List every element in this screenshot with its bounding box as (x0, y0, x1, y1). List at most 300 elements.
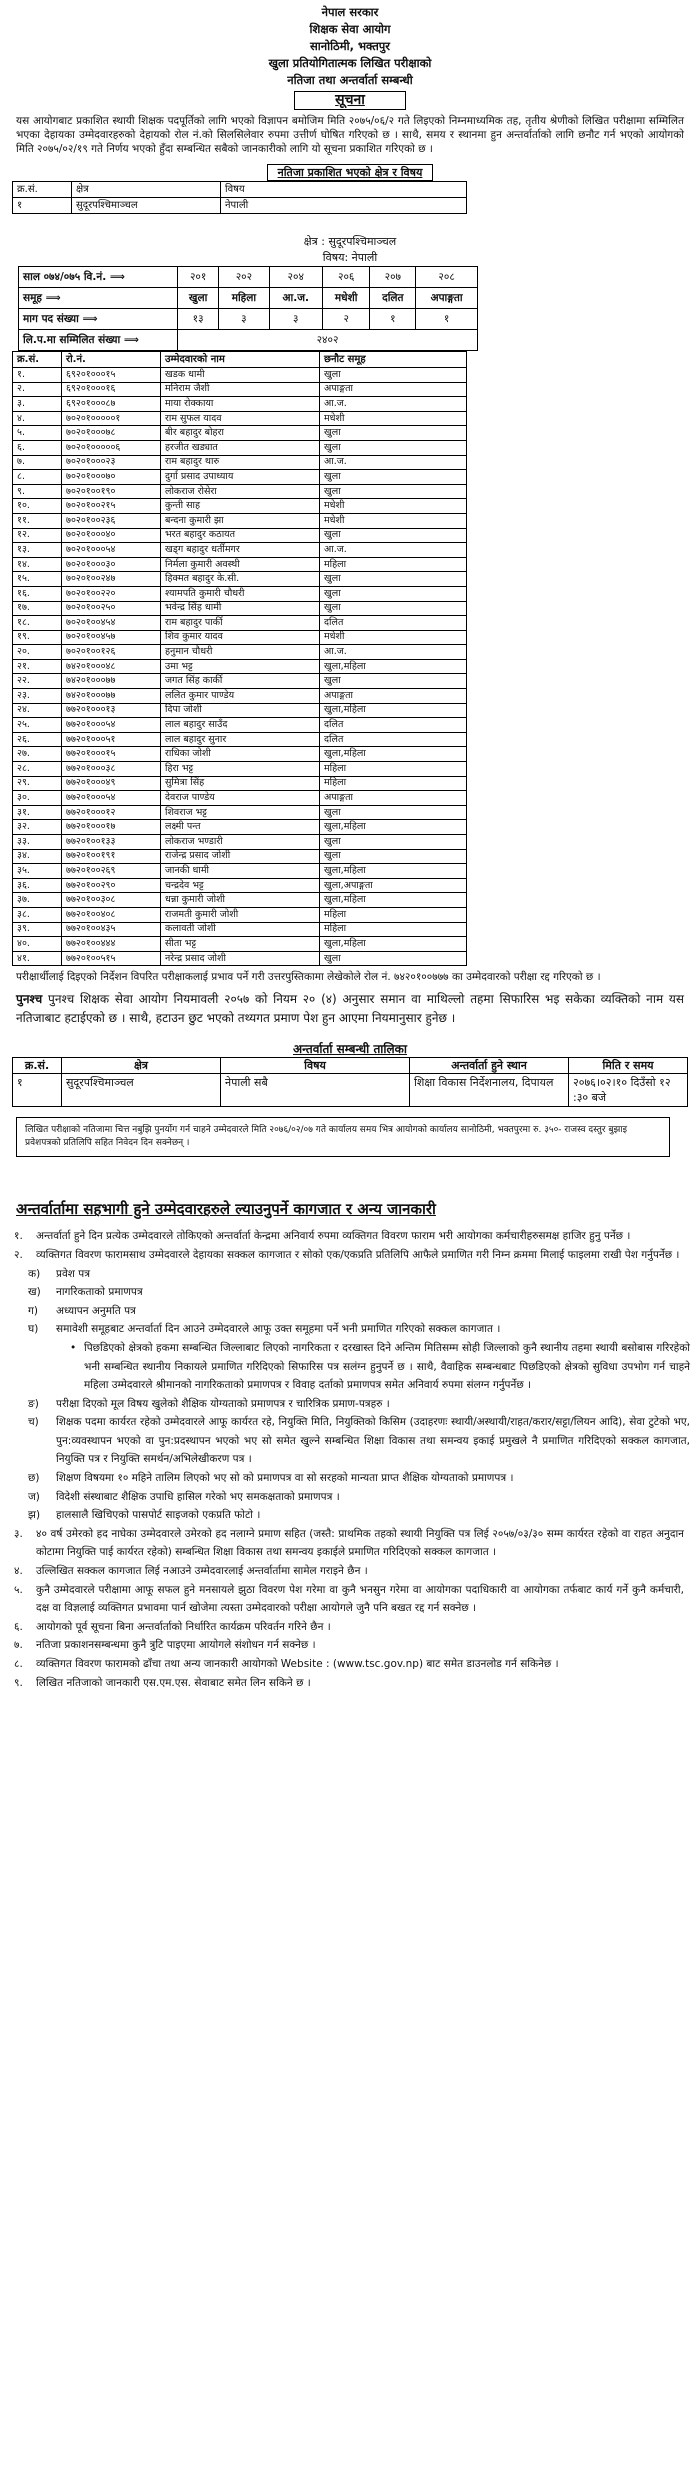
results-header-roll: रो.नं. (62, 352, 161, 368)
result-candidate-name: बन्दना कुमारी झा (161, 513, 320, 528)
result-group: मधेशी (320, 630, 467, 645)
results-header-sn: क्र.सं. (13, 352, 62, 368)
interview-header: विषय (221, 1058, 410, 1074)
table-row (13, 368, 467, 383)
result-roll-no: ७०२०१०००००१ (62, 411, 161, 426)
table-row (13, 411, 467, 426)
header-line-address: सानोठिमी, भक्तपुर (309, 39, 391, 53)
table-row (13, 674, 467, 689)
quota-code: २०७ (370, 267, 416, 288)
result-roll-no: ७०२०१००१२६ (62, 645, 161, 660)
result-candidate-name: खड्ग बहादुर धर्तीमगर (161, 543, 320, 558)
list-item (10, 1413, 690, 1469)
item-number: ङ) (28, 1397, 39, 1410)
item-number: च) (28, 1416, 39, 1429)
result-group: खुला (320, 835, 467, 850)
interview-header: मिति र समय (569, 1058, 688, 1074)
result-candidate-name: शिवराज भट्ट (161, 805, 320, 820)
result-sn: ३. (13, 397, 62, 412)
result-candidate-name: मनिराम जैशी (161, 382, 320, 397)
item-number: ८. (14, 1658, 23, 1670)
result-sn: २९. (13, 776, 62, 791)
result-roll-no: ७०२०१००२४७ (62, 572, 161, 587)
table-row (13, 849, 467, 864)
result-candidate-name: जानकी धामी (161, 864, 320, 879)
interview-table-title: अन्तर्वार्ता सम्बन्धी तालिका (293, 1042, 407, 1057)
quota-group: खुला (178, 288, 219, 309)
result-sn: २३. (13, 689, 62, 704)
result-sn: १४. (13, 557, 62, 572)
province-table (12, 181, 467, 214)
item-text: व्यक्तिगत विवरण फारामसाथ उम्मेदवारले देहायका सक्कल कागजात र सोको एक/एकप्रति प्रतिलिपि आफैले प्रमाणित गरी निम्न क्रममा मिलाई फाइलमा राखी पेश गर्नुपर्नेछ । (36, 1248, 680, 1261)
result-candidate-name: सुमित्रा सिंह (161, 776, 320, 791)
result-candidate-name: राजेन्द्र प्रसाद जोशी (161, 849, 320, 864)
result-candidate-name: दुर्गा प्रसाद उपाध्याय (161, 470, 320, 485)
result-roll-no: ७०२०१००२३६ (62, 513, 161, 528)
item-number: ख) (28, 1286, 41, 1299)
table-row (13, 703, 467, 718)
result-candidate-name: राजमती कुमारी जोशी (161, 907, 320, 922)
result-roll-no: ७०२०१००४५७ (62, 630, 161, 645)
result-sn: ३७. (13, 893, 62, 908)
table-row (13, 528, 467, 543)
intro-paragraph: यस आयोगबाट प्रकाशित स्थायी शिक्षक पदपूर्तिको लागि भएको विज्ञापन बमोजिम मिति २०७५/०६/२ गते लिइएको निम्नमाध्यमिक तह, तृतीय श्रेणीको लिखित परीक्षामा सम्मिलित भएका देहायका उम्मेदवारहरुको देहायको रोल नं.को सिलसिलेवार रुपमा उत्तीर्ण घोषित गरिएको छ । साथै, समय र स्थानमा हुन अन्तर्वार्ताको लागि छनौट गर्न भएको आयोगको मिति २०७५/०२/१९ गते निर्णय भएको हुँदा सम्बन्धित सबैको जानकारीको लागि यो सूचना प्रकाशित गरिएको छ । (16, 115, 684, 155)
result-group: खुला (320, 368, 467, 383)
result-sn: ४०. (13, 937, 62, 952)
result-roll-no: ७०२०१०००२३ (62, 455, 161, 470)
result-roll-no: ७७२०१००१९१ (62, 849, 161, 864)
list-item (10, 1227, 684, 1246)
item-text: शिक्षण विषयमा १० महिने तालिम लिएको भए सो को प्रमाणपत्र वा सो सरहको मान्यता प्राप्त शैक्षिक योग्यताको प्रमाणपत्र । (56, 1472, 514, 1485)
quota-posts: १ (370, 309, 416, 330)
quota-posts: १३ (178, 309, 219, 330)
result-roll-no: ७०२०१००२५० (62, 601, 161, 616)
result-group: खुला,महिला (320, 820, 467, 835)
table-row (13, 878, 467, 893)
result-roll-no: ७७२०१०००१२ (62, 805, 161, 820)
result-sn: ११. (13, 513, 62, 528)
result-group: आ.ज. (320, 543, 467, 558)
result-sn: ३६. (13, 878, 62, 893)
quota-posts: ३ (269, 309, 322, 330)
list-item (10, 1636, 684, 1655)
result-sn: ४. (13, 411, 62, 426)
quota-code: २०२ (219, 267, 269, 288)
result-candidate-name: कुन्ती साह (161, 499, 320, 514)
result-roll-no: ७७२०१००२६९ (62, 864, 161, 879)
table-row (13, 198, 467, 214)
list-item (10, 1562, 684, 1581)
result-group: खुला (320, 470, 467, 485)
quota-group: अपाङ्गता (416, 288, 478, 309)
result-roll-no: ७७२०१००३०८ (62, 893, 161, 908)
result-sn: ३३. (13, 835, 62, 850)
result-sn: २४. (13, 703, 62, 718)
result-sn: ८. (13, 470, 62, 485)
interview-header: क्र.सं. (13, 1058, 62, 1074)
quota-group: मधेशी (322, 288, 370, 309)
rule-note: पुनश्च पुनश्च शिक्षक सेवा आयोग नियमावली २०५७ को नियम २० (४) अनुसार समान वा माथिल्लो तहमा सिफारिस भइ सकेका व्यक्तिको नाम यस नतिजाबाट हटाईएको छ । साथै, हटाउन छुट भएको तथ्यगत प्रमाण पेश हुन आएमा नियमानुसार हुनेछ । (16, 992, 684, 1026)
result-roll-no: ६९२०१०००१५ (62, 368, 161, 383)
result-candidate-name: देवराज पाण्डेय (161, 791, 320, 806)
result-group: खुला,महिला (320, 747, 467, 762)
table-row (13, 805, 467, 820)
notice-page (10, 0, 690, 1692)
province-cell: १ (13, 198, 72, 214)
result-group: खुला,महिला (320, 893, 467, 908)
table-row (13, 572, 467, 587)
result-group: खुला (320, 528, 467, 543)
table-row (13, 426, 467, 441)
item-text: प्रवेश पत्र (56, 1267, 91, 1280)
result-group: आ.ज. (320, 397, 467, 412)
result-sn: २. (13, 382, 62, 397)
result-group: महिला (320, 762, 467, 777)
table-row (13, 601, 467, 616)
result-group: अपाङ्गता (320, 689, 467, 704)
quota-code: २०८ (416, 267, 478, 288)
table-row (13, 499, 467, 514)
result-group: महिला (320, 776, 467, 791)
item-text: नतिजा प्रकाशनसम्बन्धमा कुनै त्रुटि पाइएमा आयोगले संशोधन गर्न सक्नेछ । (36, 1639, 316, 1652)
result-sn: २०. (13, 645, 62, 660)
result-roll-no: ७०२०१०००४० (62, 528, 161, 543)
result-candidate-name: हनुमान चौधरी (161, 645, 320, 660)
region-line: क्षेत्र : सुदूरपश्चिमाञ्चल (303, 235, 397, 248)
quota-posts: ३ (219, 309, 269, 330)
table-row (13, 1074, 688, 1107)
result-roll-no: ७०२०१०००७० (62, 470, 161, 485)
list-item (10, 1581, 684, 1618)
interview-cell: सुदूरपश्चिमाञ्चल (62, 1074, 221, 1107)
result-group: खुला,अपाङ्गता (320, 878, 467, 893)
result-roll-no: ७०२०१०००३० (62, 557, 161, 572)
result-group: अपाङ्गता (320, 382, 467, 397)
result-group: आ.ज. (320, 645, 467, 660)
result-group: महिला (320, 907, 467, 922)
table-row (13, 586, 467, 601)
result-candidate-name: राधिका जोशी (161, 747, 320, 762)
item-text: उल्लिखित सक्कल कागजात लिई नआउने उम्मेदवारलाई अन्तर्वार्तामा सामेल गराइने छैन । (36, 1565, 368, 1578)
table-row (13, 835, 467, 850)
result-candidate-name: राम बहादुर पार्की (161, 616, 320, 631)
table-row (13, 922, 467, 937)
list-item (10, 1302, 690, 1321)
document-sub-list-2 (10, 1395, 690, 1525)
interview-header: अन्तर्वार्ता हुने स्थान (410, 1058, 569, 1074)
table-row (13, 791, 467, 806)
result-roll-no: ७४२०१०००७७ (62, 674, 161, 689)
interview-table (12, 1057, 688, 1107)
result-candidate-name: हिक्मत बहादुर के.सी. (161, 572, 320, 587)
result-group: खुला (320, 426, 467, 441)
table-row (13, 893, 467, 908)
result-sn: १८. (13, 616, 62, 631)
table-row (13, 557, 467, 572)
item-number: ४. (14, 1565, 23, 1578)
instruction-list (10, 1227, 690, 1264)
province-cell: नेपाली (221, 198, 467, 214)
quota-exam-label: लि.प.मा सम्मिलित संख्या ⟹ (19, 330, 178, 351)
interview-header: क्षेत्र (62, 1058, 221, 1074)
list-item (10, 1265, 690, 1284)
result-roll-no: ७७२०१०००१७ (62, 820, 161, 835)
table-row (13, 951, 467, 966)
result-roll-no: ७०२०१००४५४ (62, 616, 161, 631)
result-roll-no: ७०२०१०००५४ (62, 543, 161, 558)
table-row (13, 397, 467, 412)
interview-cell: २०७६।०२।१० दिउँसो १२ :३० बजे (569, 1074, 688, 1107)
result-sn: १६. (13, 586, 62, 601)
result-group: खुला (320, 586, 467, 601)
result-roll-no: ७४२०१०००४८ (62, 659, 161, 674)
quota-group: आ.ज. (269, 288, 322, 309)
result-roll-no: ७०२०१००२१५ (62, 499, 161, 514)
result-sn: ३०. (13, 791, 62, 806)
item-number: ३. (14, 1527, 23, 1540)
item-text: कुनै उम्मेदवारले परीक्षामा आफू सफल हुने मनसायले झुठा विवरण पेश गरेमा वा कुनै भनसुन गरेमा वा आयोगका पदाधिकारी वा आयोगका तर्फबाट कार्य गर्ने कुनै कर्मचारी, दक्ष वा विज्ञलाई व्यक्तिगत प्रभावमा पार्न खोजेमा त्यस्ता उम्मेदवारको परीक्षा आयोगले जुनै पनि बखत रद्द गर्न सक्नेछ । (36, 1583, 684, 1615)
header-line-exam: खुला प्रतियोगितात्मक लिखित परीक्षाको (268, 56, 432, 70)
result-candidate-name: दिपा जोशी (161, 703, 320, 718)
item-number: ५. (14, 1583, 23, 1596)
result-group: दलित (320, 718, 467, 733)
result-roll-no: ७७२०१०००३८ (62, 762, 161, 777)
interview-cell: नेपाली सबै (221, 1074, 410, 1107)
result-candidate-name: हिरा भट्ट (161, 762, 320, 777)
result-sn: १९. (13, 630, 62, 645)
result-group: खुला (320, 849, 467, 864)
table-row (13, 455, 467, 470)
result-candidate-name: शिव कुमार यादव (161, 630, 320, 645)
result-sn: १. (13, 368, 62, 383)
header-line-commission: शिक्षक सेवा आयोग (309, 22, 391, 36)
table-row (13, 864, 467, 879)
list-item (10, 1246, 684, 1265)
province-header-subject: विषय (221, 182, 467, 198)
quota-code: २०४ (269, 267, 322, 288)
quota-code: २०१ (178, 267, 219, 288)
quota-posts: १ (416, 309, 478, 330)
result-candidate-name: भवेन्द्र सिंह धामी (161, 601, 320, 616)
item-text: लिखित नतिजाको जानकारी एस.एम.एस. सेवाबाट समेत लिन सकिने छ । (36, 1676, 311, 1689)
province-box-title: नतिजा प्रकाशित भएको क्षेत्र र विषय (267, 164, 434, 181)
list-item (10, 1618, 684, 1637)
table-row (13, 470, 467, 485)
result-sn: २७. (13, 747, 62, 762)
table-row (13, 659, 467, 674)
list-item (10, 1655, 684, 1674)
table-row (13, 543, 467, 558)
result-roll-no: ६९२०१०००१६ (62, 382, 161, 397)
result-roll-no: ७७२०१०००१३ (62, 703, 161, 718)
quota-group-label: समूह ⟹ (19, 288, 178, 309)
result-group: खुला (320, 440, 467, 455)
result-sn: ३४. (13, 849, 62, 864)
item-text: अध्यापन अनुमति पत्र (56, 1304, 136, 1317)
header-line-result: नतिजा तथा अन्तर्वार्ता सम्बन्धी (287, 73, 413, 87)
result-candidate-name: लाल बहादुर सुनार (161, 732, 320, 747)
quota-year-label: साल ०७४/०७५ वि.नं. ⟹ (19, 267, 178, 288)
result-group: खुला,महिला (320, 703, 467, 718)
results-header-group: छनौट समूह (320, 352, 467, 368)
result-candidate-name: निर्मला कुमारी अवस्थी (161, 557, 320, 572)
result-sn: ३९. (13, 922, 62, 937)
table-row (13, 645, 467, 660)
result-candidate-name: सीता भट्ट (161, 937, 320, 952)
item-number: घ) (28, 1323, 39, 1336)
table-row (13, 732, 467, 747)
interview-cell: शिक्षा विकास निर्देशनालय, दिपायल (410, 1074, 569, 1107)
table-row (13, 616, 467, 631)
item-number: १. (14, 1230, 23, 1243)
notice-title: सूचना (335, 92, 365, 108)
result-sn: १७. (13, 601, 62, 616)
item-number: २. (14, 1248, 23, 1261)
item-text: आयोगको पूर्व सूचना बिना अन्तर्वार्ताको निर्धारित कार्यक्रम परिवर्तन गरिने छैन । (36, 1620, 331, 1633)
item-text: व्यक्तिगत विवरण फारामको ढाँचा तथा अन्य जानकारी आयोगको Website : (www.tsc.gov.np) बाट समेत डाउनलोड गर्न सकिनेछ । (36, 1658, 559, 1670)
result-sn: ४१. (13, 951, 62, 966)
result-candidate-name: चन्द्रदेव भट्ट (161, 878, 320, 893)
result-sn: २८. (13, 762, 62, 777)
province-header-region: क्षेत्र (72, 182, 221, 198)
item-number: ग) (28, 1304, 39, 1317)
result-group: मधेशी (320, 499, 467, 514)
result-roll-no: ७७२०१०००५४ (62, 718, 161, 733)
list-item (10, 1506, 690, 1525)
result-candidate-name: भरत बहादुर कठायत (161, 528, 320, 543)
result-candidate-name: श्यामपति कुमारी चौधरी (161, 586, 320, 601)
bullet-text: पिछडिएको क्षेत्रको हकमा सम्बन्धित जिल्लाबाट लिएको नागरिकता र दरखास्त दिने अन्तिम मितिसम्म सोही जिल्लाको कुनै स्थानीय तहमा स्थायी बसोबास गरिरहेको भनी सम्बन्धित स्थानीय निकायले प्रमाणित गरिदिएको सिफारिस पत्र सलंग्न हुनुपर्ने छ । साथै, वैवाहिक सम्बन्धबाट पिछडिएको क्षेत्रको सुविधा उपभोग गर्न चाहने महिला उम्मेदवारले श्रीमानको नागरिकताको प्रमाणपत्र र विवाह दर्ताको प्रमाणपत्र समेत अनिवार्य रुपमा संलग्न गर्नुपर्नेछ । (84, 1341, 690, 1392)
subject-line: विषय: नेपाली (322, 251, 378, 264)
item-text: परीक्षा दिएको मूल विषय खुलेको शैक्षिक योग्यताको प्रमाणपत्र र चारित्रिक प्रमाण-पत्रहरु । (56, 1397, 390, 1410)
quota-table (18, 266, 478, 351)
result-sn: ७. (13, 455, 62, 470)
result-candidate-name: उमा भट्ट (161, 659, 320, 674)
result-sn: २६. (13, 732, 62, 747)
section-title: अन्तर्वार्तामा सहभागी हुने उम्मेदवारहरुले ल्याउनुपर्ने कागजात र अन्य जानकारी (16, 1200, 436, 1219)
cancel-note: परीक्षार्थीलाई दिइएको निर्देशन विपरित परीक्षाकलाई प्रभाव पर्ने गरी उत्तरपुस्तिकामा लेखेकोले रोल नं. ७४२०१००७७७ का उम्मेदवारको परीक्षा रद्द गरिएको छ । (16, 971, 601, 984)
result-candidate-name: बीर बहादुर बोहरा (161, 426, 320, 441)
list-item (10, 1469, 690, 1488)
result-sn: १३. (13, 543, 62, 558)
result-group: मधेशी (320, 513, 467, 528)
item-text: विदेशी संस्थाबाट शैक्षिक उपाधि हासिल गरेको भए समकक्षताको प्रमाणपत्र । (56, 1490, 340, 1503)
results-table (12, 351, 467, 966)
quota-exam-count: २४०२ (178, 330, 478, 351)
result-candidate-name: कलावती जोशी (161, 922, 320, 937)
result-roll-no: ७७२०१००४०८ (62, 907, 161, 922)
table-row (13, 937, 467, 952)
result-sn: ५. (13, 426, 62, 441)
result-sn: २२. (13, 674, 62, 689)
result-sn: ६. (13, 440, 62, 455)
result-group: अपाङ्गता (320, 791, 467, 806)
result-roll-no: ७७२०१००४४४ (62, 937, 161, 952)
item-text: अन्तर्वार्ता हुने दिन प्रत्येक उम्मेदवारले तोकिएको अन्तर्वार्ता केन्द्रमा अनिवार्य रुपमा व्यक्तिगत विवरण फाराम भरी आयोगका कर्मचारीहरुसमक्ष हाजिर हुनु पर्नेछ । (36, 1230, 631, 1243)
result-roll-no: ७७२०१०००४९ (62, 776, 161, 791)
result-candidate-name: हरजीत खड्यात (161, 440, 320, 455)
result-roll-no: ७४२०१०००७७ (62, 689, 161, 704)
result-roll-no: ७७२०१०००५१ (62, 732, 161, 747)
result-roll-no: ७७२०१०००१५ (62, 747, 161, 762)
result-candidate-name: लक्ष्मी पन्त (161, 820, 320, 835)
table-row (13, 484, 467, 499)
result-candidate-name: माया रोक्काया (161, 397, 320, 412)
quota-posts-label: माग पद संख्या ⟹ (19, 309, 178, 330)
result-sn: २५. (13, 718, 62, 733)
result-sn: ९. (13, 484, 62, 499)
result-roll-no: ७०२०१०००००६ (62, 440, 161, 455)
result-candidate-name: लोकराज भण्डारी (161, 835, 320, 850)
result-roll-no: ७७२०१००१३३ (62, 835, 161, 850)
result-group: आ.ज. (320, 455, 467, 470)
results-header-name: उम्मेदवारको नाम (161, 352, 320, 368)
item-number: ज) (28, 1490, 40, 1503)
result-sn: ३८. (13, 907, 62, 922)
item-number: ६. (14, 1620, 23, 1633)
result-roll-no: ७०२०१०००७८ (62, 426, 161, 441)
list-item (10, 1395, 690, 1414)
item-number: ९. (14, 1676, 23, 1689)
bullet-item (10, 1339, 690, 1395)
quota-code: २०६ (322, 267, 370, 288)
table-row (13, 776, 467, 791)
result-group: खुला (320, 572, 467, 587)
table-row (13, 907, 467, 922)
item-text: हालसालै खिचिएको पासपोर्ट साइजको एकप्रति फोटो । (56, 1509, 261, 1522)
result-candidate-name: ललित कुमार पाण्डेय (161, 689, 320, 704)
item-number: छ) (28, 1472, 40, 1485)
table-row (13, 762, 467, 777)
bullet-icon: • (70, 1341, 77, 1354)
result-group: खुला (320, 805, 467, 820)
result-group: महिला (320, 557, 467, 572)
result-roll-no: ७७२०१००५१५ (62, 951, 161, 966)
result-candidate-name: राम बहादुर थारु (161, 455, 320, 470)
table-row (13, 689, 467, 704)
table-row (13, 382, 467, 397)
result-roll-no: ७७२०१०००५४ (62, 791, 161, 806)
result-roll-no: ७०२०१००१९० (62, 484, 161, 499)
result-sn: ३५. (13, 864, 62, 879)
result-group: खुला,महिला (320, 937, 467, 952)
result-candidate-name: नरेन्द्र प्रसाद जोशी (161, 951, 320, 966)
result-candidate-name: राम सुफल यादव (161, 411, 320, 426)
result-candidate-name: लोकराज रोसेरा (161, 484, 320, 499)
quota-posts: २ (322, 309, 370, 330)
result-group: खुला (320, 674, 467, 689)
result-sn: १०. (13, 499, 62, 514)
list-item (10, 1674, 684, 1693)
table-row (13, 718, 467, 733)
result-sn: ३२. (13, 820, 62, 835)
list-item (10, 1488, 690, 1507)
item-text: नागरिकताको प्रमाणपत्र (56, 1286, 143, 1299)
item-text: शिक्षक पदमा कार्यरत रहेको उम्मेदवारले आफू कार्यरत रहे, नियुक्ति मिति, नियुक्तिको किसिम (उदाहरणः स्थायी/अस्थायी/राहत/करार/सट्टा/लियन आदि), सेवा टुटेको भए, पुन:व्यवस्थापन भएको वा पुन:प्रदस्थापन भएको भए सो समेत खुल्ने सम्बन्धित शिक्षा विकास तथा समन्वय इकाई प्रमुखले नै प्रमाणित गरिदिएको सक्कल कागजात, नियुक्ति पत्र र नियुक्ति समर्थन/अभिलेखीकरण पत्र । (56, 1416, 690, 1466)
result-sn: १२. (13, 528, 62, 543)
list-item (10, 1320, 690, 1339)
result-roll-no: ६९२०१०००८७ (62, 397, 161, 412)
result-group: खुला,महिला (320, 659, 467, 674)
table-row (13, 513, 467, 528)
table-row (13, 440, 467, 455)
result-group: खुला (320, 951, 467, 966)
interview-cell: १ (13, 1074, 62, 1107)
item-number: क) (28, 1267, 41, 1280)
item-text: समावेशी समूहबाट अन्तर्वार्ता दिन आउने उम्मेदवारले आफू उक्त समूहमा पर्ने भनी प्रमाणित गरिएको सक्कल कागजात । (56, 1323, 501, 1336)
table-row (13, 820, 467, 835)
result-candidate-name: लाल बहादुर साउँद (161, 718, 320, 733)
